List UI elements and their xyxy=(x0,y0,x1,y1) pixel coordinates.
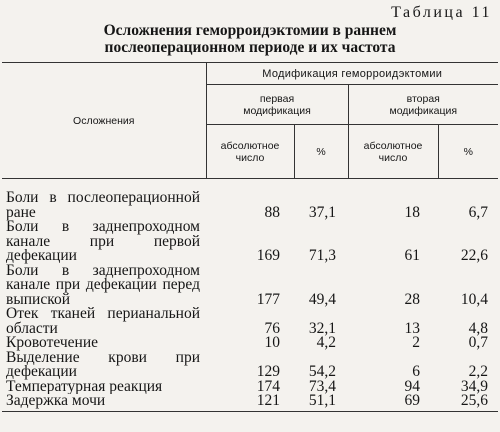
table-row xyxy=(2,380,498,395)
row-abs-second: 94 xyxy=(404,379,420,394)
second-modification-line-2: модификация xyxy=(389,104,458,117)
header-absolute-1 xyxy=(206,125,294,179)
first-modification-line-2: модификация xyxy=(243,104,311,117)
row-pct-second: 10,4 xyxy=(460,290,488,307)
row-abs-second: 6 xyxy=(412,363,420,380)
absolute-1-line-1: абсолютное xyxy=(220,139,280,152)
row-name: Боли в заднепроходном канале при дефекации перед выпиской xyxy=(6,263,200,307)
row-abs-second: 69 xyxy=(348,394,438,411)
row-name: Температурная реакция xyxy=(6,379,163,394)
absolute-1-line-2: число xyxy=(235,151,265,164)
header-first-modification xyxy=(206,85,348,125)
header-complications: Осложнения xyxy=(2,63,206,179)
row-abs-second: 13 xyxy=(404,319,420,336)
row-abs-first: 177 xyxy=(256,290,280,307)
row-pct-first: 37,1 xyxy=(308,203,336,220)
row-abs-first: 129 xyxy=(256,363,280,380)
header-percent-1: % xyxy=(294,125,348,179)
absolute-2-line-1: абсолютное xyxy=(363,139,423,152)
first-modification-line-1: первая xyxy=(259,92,295,105)
row-pct-second: 6,7 xyxy=(468,203,488,220)
row-abs-first: 174 xyxy=(256,379,280,394)
header-percent-2: % xyxy=(438,125,498,179)
table-number: Таблица 11 xyxy=(391,4,492,21)
table-row xyxy=(2,307,498,336)
complications-table xyxy=(2,62,498,412)
table-row xyxy=(2,220,498,264)
header-modification: Модификация геморроидэктомии xyxy=(206,63,498,85)
table-title xyxy=(0,22,500,56)
row-pct-first: 4,2 xyxy=(316,336,336,351)
table-row xyxy=(2,191,498,220)
row-pct-second: 34,9 xyxy=(460,379,488,394)
second-modification-line-1: вторая xyxy=(406,92,440,105)
row-pct-first: 71,3 xyxy=(308,247,336,264)
row-name: Кровотечение xyxy=(6,336,99,351)
table-row xyxy=(2,336,498,351)
row-pct-first: 54,2 xyxy=(308,363,336,380)
row-pct-second: 25,6 xyxy=(438,394,498,411)
row-abs-first: 10 xyxy=(264,336,280,351)
row-pct-second: 4,8 xyxy=(468,319,488,336)
row-abs-second: 28 xyxy=(404,290,420,307)
row-abs-first: 121 xyxy=(206,394,294,411)
header-second-modification xyxy=(348,85,498,125)
row-abs-first: 169 xyxy=(256,247,280,264)
row-pct-first: 73,4 xyxy=(308,379,336,394)
row-name: Боли в заднепроходном канале при первой дефекации xyxy=(6,220,200,264)
row-pct-first: 32,1 xyxy=(308,319,336,336)
title-line-1: Осложнения геморроидэктомии в раннем xyxy=(103,22,397,39)
row-name: Задержка мочи xyxy=(2,394,206,411)
row-pct-first: 51,1 xyxy=(294,394,348,411)
row-abs-second: 18 xyxy=(404,203,420,220)
row-abs-first: 76 xyxy=(264,319,280,336)
row-pct-second: 2,2 xyxy=(468,363,488,380)
table-row xyxy=(2,351,498,380)
row-name: Боли в послеоперационной ране xyxy=(6,191,200,220)
table-row xyxy=(2,394,498,411)
absolute-2-line-2: число xyxy=(378,151,408,164)
row-name: Отек тканей перианальной области xyxy=(6,307,200,336)
row-pct-first: 49,4 xyxy=(308,290,336,307)
row-abs-second: 61 xyxy=(404,247,420,264)
header-absolute-2 xyxy=(348,125,438,179)
table-row xyxy=(2,264,498,308)
row-pct-second: 0,7 xyxy=(468,336,488,351)
row-name: Выделение крови при дефекации xyxy=(6,350,200,380)
row-abs-first: 88 xyxy=(264,203,280,220)
title-line-2: послеоперационном периоде и их частота xyxy=(104,39,396,56)
row-abs-second: 2 xyxy=(412,336,420,351)
row-pct-second: 22,6 xyxy=(460,247,488,264)
